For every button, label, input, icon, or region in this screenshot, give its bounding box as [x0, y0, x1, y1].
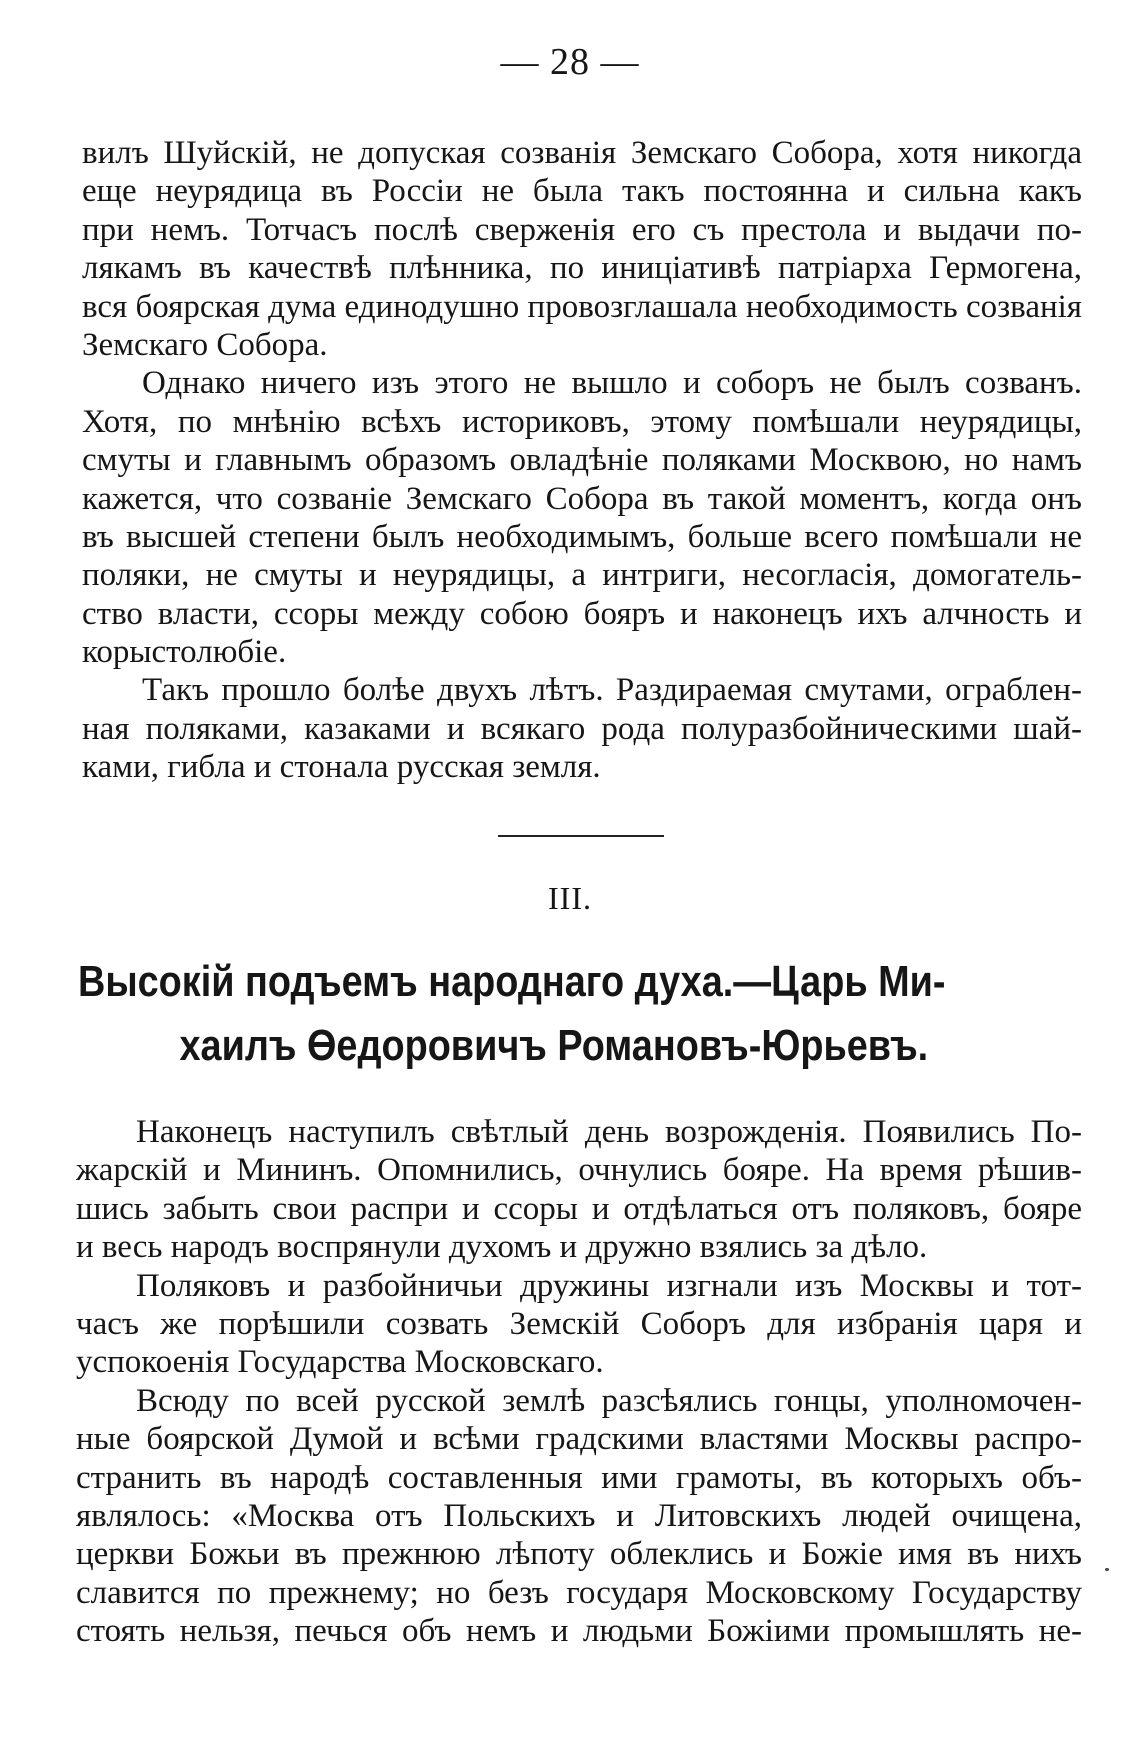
chapter-heading-line: хаилъ Өедоровичъ Романовъ-Юрьевъ.: [179, 1021, 929, 1070]
text-line: вилъ Шуйскій, не допуская созванія Земскаго Собора, хотя никогда: [82, 135, 1082, 171]
text-line: поляки, не смуты и неурядицы, а интриги, несогласія, домогатель-: [82, 557, 1082, 594]
bottom-text-block: [76, 1113, 1082, 1650]
text-line: ная поляками, казаками и всякаго рода полуразбойническими шай-: [82, 710, 1082, 747]
text-line: лякамъ въ качествѣ плѣнника, по иниціативѣ патріарха Гермогена,: [82, 250, 1082, 287]
text-line: Такъ прошло болѣе двухъ лѣтъ. Раздираемая смутами, ограблен-: [142, 672, 1082, 709]
page-number: — 28 —: [500, 41, 640, 83]
section-number: III.: [548, 880, 592, 916]
text-line: корыстолюбіе.: [82, 634, 287, 671]
section-divider: [498, 835, 664, 837]
text-line: являлось: «Москва отъ Польскихъ и Литовскихъ людей очищена,: [76, 1497, 1082, 1534]
text-line: кажется, что созваніе Земскаго Собора въ такой моментъ, когда онъ: [82, 480, 1082, 517]
text-line: ные боярской Думой и всѣми градскими властями Москвы распро-: [76, 1421, 1082, 1458]
top-text-block: [82, 134, 1082, 787]
text-line: Земскаго Собора.: [82, 326, 328, 363]
text-line: ками, гибла и стонала русская земля.: [82, 749, 601, 786]
text-line: при немъ. Тотчасъ послѣ сверженія его съ престола и выдачи по-: [82, 211, 1082, 248]
text-line: странить въ народѣ составленныя ими грамоты, въ которыхъ объ-: [76, 1459, 1082, 1496]
text-line: Наконецъ наступилъ свѣтлый день возрожденія. Появились По-: [136, 1114, 1082, 1150]
text-line: успокоенія Государства Московскаго.: [76, 1344, 604, 1381]
text-line: Хотя, по мнѣнію всѣхъ историковъ, этому помѣшали неурядицы,: [82, 403, 1082, 440]
print-speck: [1105, 1568, 1109, 1571]
text-line: шись забыть свои распри и ссоры и отдѣлаться отъ поляковъ, бояре: [76, 1190, 1082, 1227]
text-line: жарскій и Мининъ. Опомнились, очнулись бояре. На время рѣшив-: [76, 1152, 1082, 1189]
text-line: Поляковъ и разбойничьи дружины изгнали изъ Москвы и тот-: [136, 1267, 1082, 1304]
text-line: стоять нельзя, печься объ немъ и людьми Божіими промышлять не-: [76, 1613, 1082, 1650]
text-line: церкви Божьи въ прежнюю лѣпоту облеклись и Божіе имя въ нихъ: [76, 1536, 1082, 1573]
chapter-heading-line: Высокій подъемъ народнаго духа.—Царь Ми-: [78, 957, 946, 1006]
text-line: еще неурядица въ Россіи не была такъ постоянна и сильна какъ: [82, 173, 1082, 210]
text-line: часъ же порѣшили созвать Земскій Соборъ для избранія царя и: [76, 1305, 1082, 1342]
text-line: въ высшей степени былъ необходимымъ, больше всего помѣшали не: [82, 518, 1082, 555]
text-line: славится по прежнему; но безъ государя Московскому Государству: [76, 1574, 1082, 1611]
text-line: смуты и главнымъ образомъ овладѣніе поляками Москвою, но намъ: [82, 442, 1082, 479]
chapter-heading: [78, 950, 947, 1078]
text-line: и весь народъ воспрянули духомъ и дружно взялись за дѣло.: [76, 1229, 928, 1266]
text-line: Однако ничего изъ этого не вышло и соборъ не былъ созванъ.: [142, 365, 1082, 402]
text-line: ство власти, ссоры между собою бояръ и наконецъ ихъ алчность и: [82, 595, 1082, 632]
text-line: Всюду по всей русской землѣ разсѣялись гонцы, уполномочен-: [136, 1382, 1082, 1419]
text-line: вся боярская дума единодушно провозглашала необходимость созванія: [82, 288, 1082, 325]
